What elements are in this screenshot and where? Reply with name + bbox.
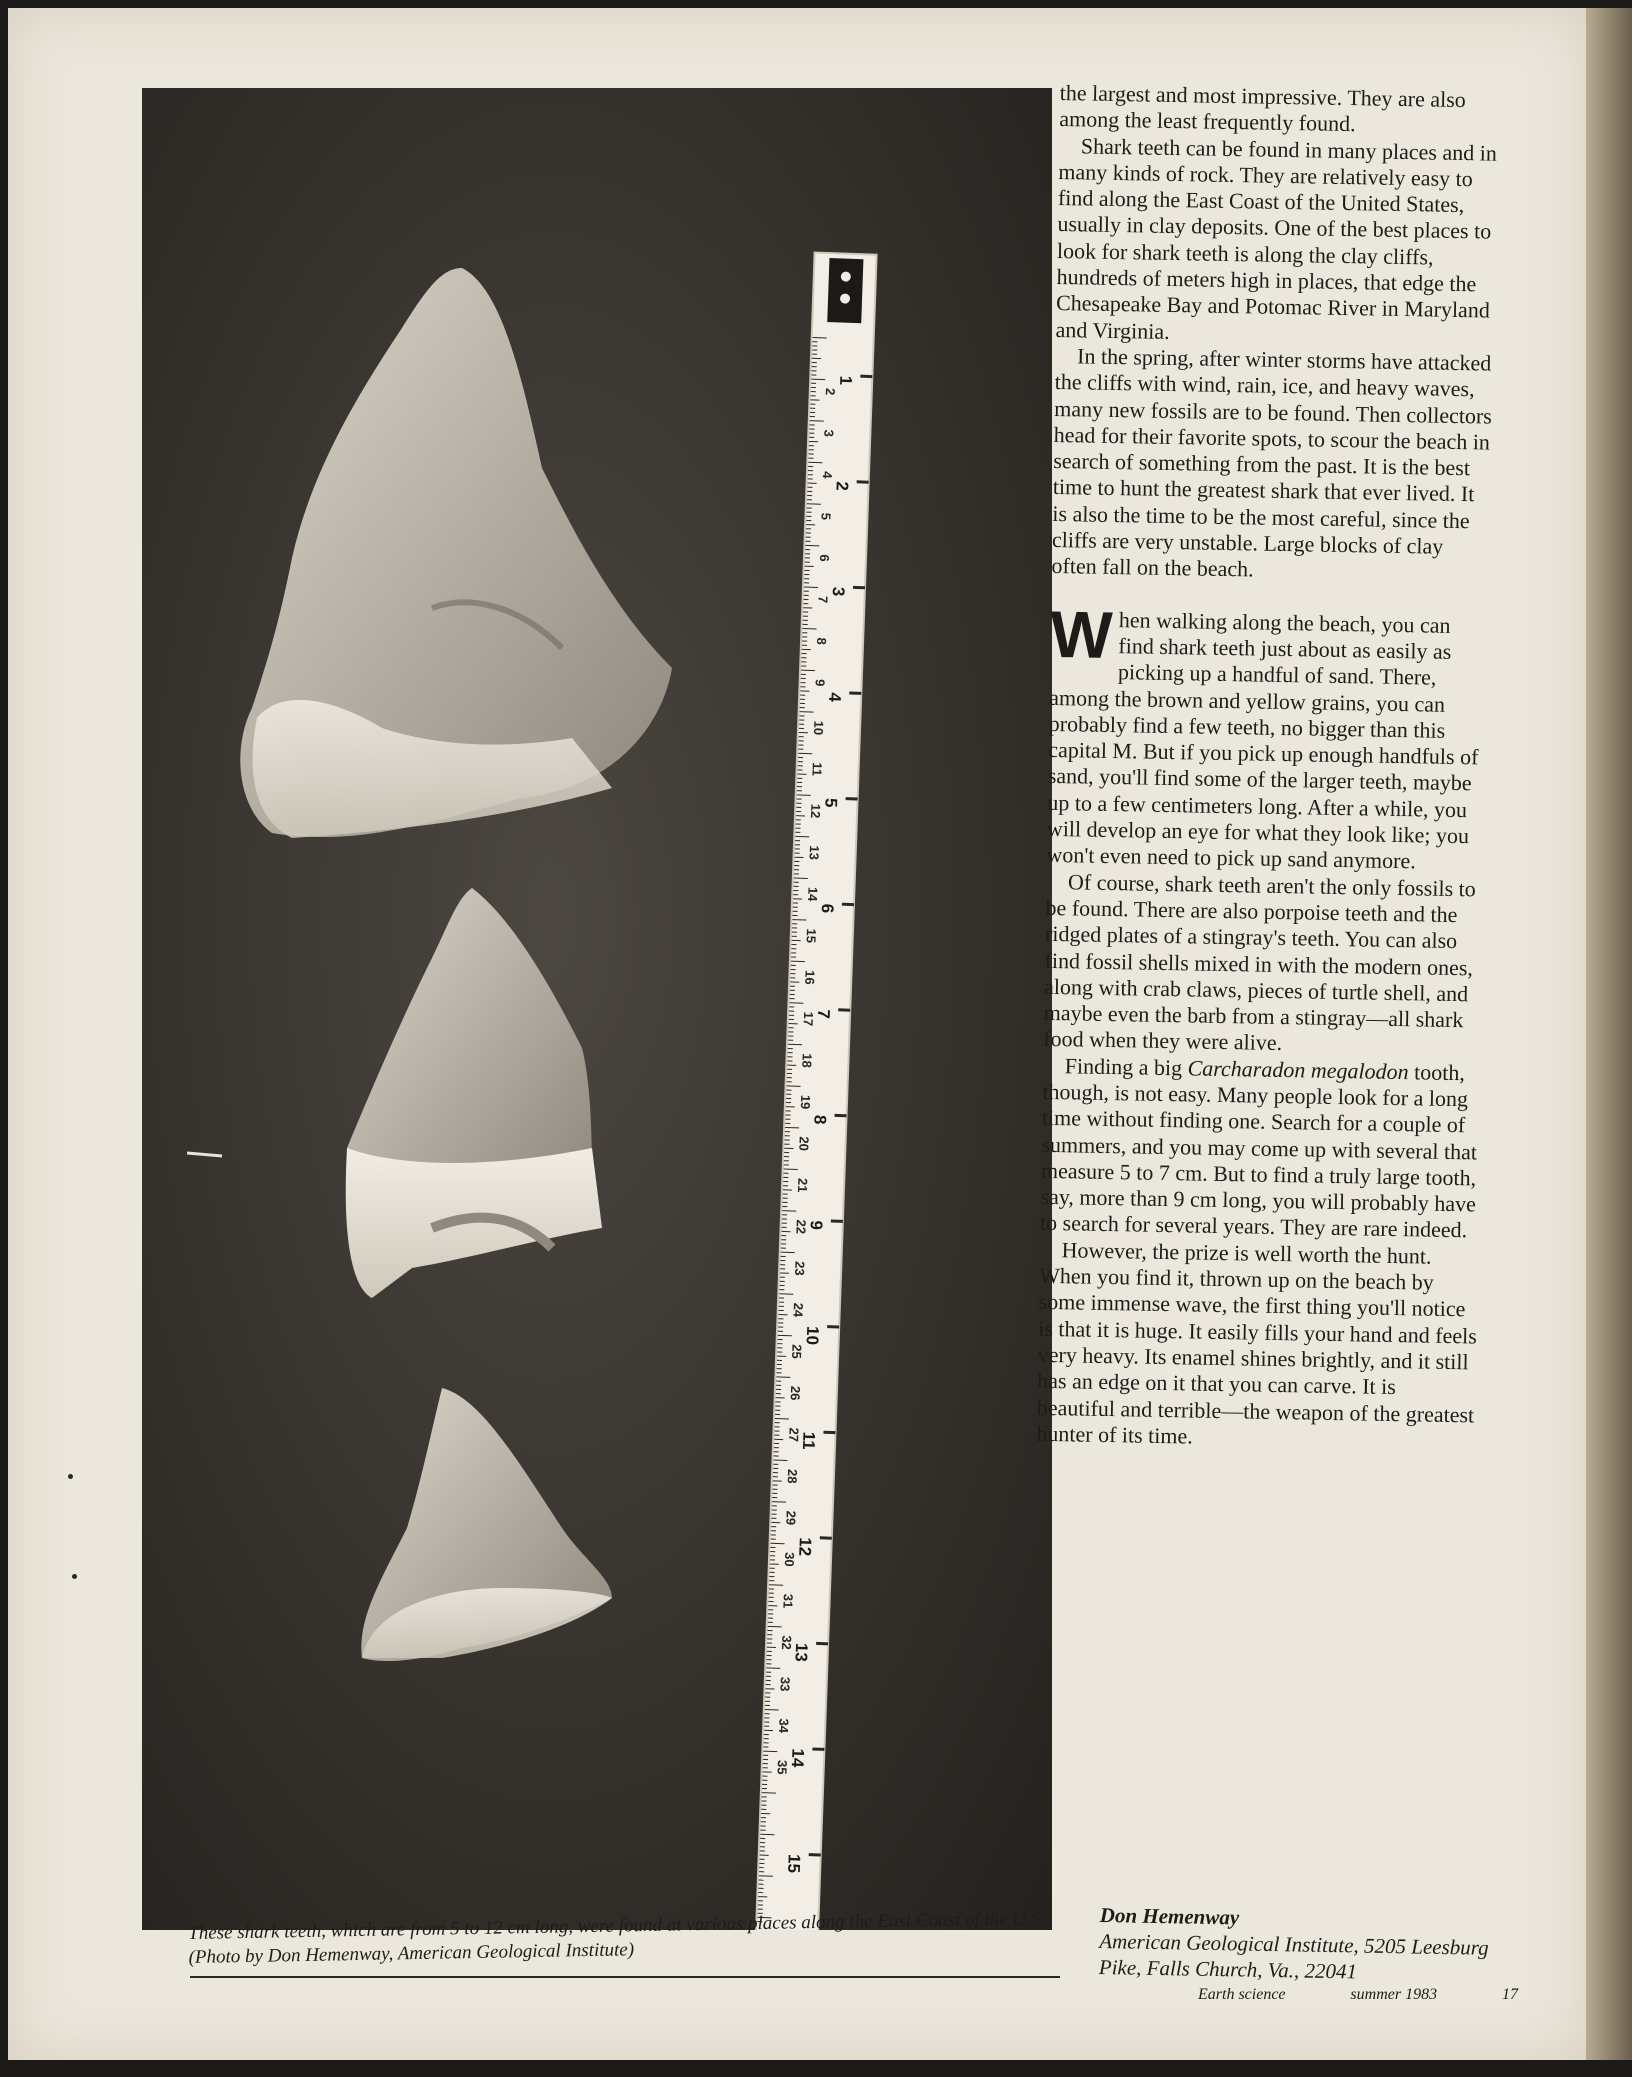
ruler-cm-label: 35	[774, 1759, 791, 1775]
ruler-cm-label: 3	[821, 429, 837, 438]
article-paragraph: Of course, shark teeth aren't the only fossils to be found. There are also porpoise teeth and the ridged plates of a stingray's teeth. You can also find fossil shells mixed in with the modern ones, along with crab claws, pieces of turtle shell, and maybe even the barb from a stingray—all shark food when they were alive.	[1043, 868, 1476, 1056]
scratch-mark	[187, 1153, 222, 1156]
ruler-cm-label: 13	[806, 845, 822, 861]
article-paragraph	[1046, 596, 1491, 877]
ruler-inch-label: 1	[836, 375, 856, 386]
ruler-inch-label: 15	[784, 1853, 804, 1874]
ruler-cm-label: 15	[803, 928, 820, 944]
ruler-cm-label: 18	[799, 1053, 815, 1069]
drop-cap-letter: W	[1049, 596, 1114, 672]
ruler-inch-label: 12	[795, 1536, 815, 1557]
author-affiliation: American Geological Institute, 5205 Leesburg Pike, Falls Church, Va., 22041	[1098, 1928, 1489, 1984]
ruler-cm-label: 7	[815, 595, 831, 604]
ruler-cm-label: 11	[809, 761, 825, 777]
ruler-cm-label: 5	[818, 512, 834, 521]
ruler-inch-label: 4	[824, 692, 845, 703]
ruler-cm-label: 12	[807, 803, 824, 819]
ruler-cm-label: 22	[793, 1219, 809, 1235]
ruler-cm-label: 26	[787, 1385, 804, 1401]
ruler-cm-label: 14	[805, 886, 821, 902]
article-text: Finding a big	[1064, 1052, 1188, 1081]
ruler-cm-label: 30	[781, 1551, 798, 1567]
shark-tooth-small	[361, 1388, 612, 1661]
page-binding-edge	[1586, 8, 1632, 2060]
article-text: hen walking along the beach, you can find shark teeth just about as easily as picking up a handful of sand. There, among the brown and yellow grains, you can probably find a few teeth, no bigger than this capital M. But if you pick up enough handfuls of sand, you'll find some of the larger teeth, maybe up to a few centimeters long. After a while, you will develop an eye for what they look like; you won't even need to pick up sand anymore.	[1046, 606, 1479, 874]
ruler-cm-label: 33	[777, 1676, 793, 1692]
article-paragraph	[1040, 1053, 1483, 1245]
issue-date: summer 1983	[1350, 1986, 1438, 2003]
ruler-cm-label: 31	[780, 1593, 796, 1609]
ruler-cm-label: 28	[784, 1468, 801, 1484]
ruler-inch-label: 11	[798, 1431, 819, 1450]
ruler-cm-label: 10	[810, 720, 827, 736]
ruler-cm-label: 29	[783, 1510, 799, 1526]
ruler-inch-label: 6	[817, 903, 837, 914]
ruler-cm-label: 4	[819, 470, 836, 479]
article-paragraph: the largest and most impressive. They are also among the least frequently found.	[1059, 80, 1467, 137]
ruler-cm-label: 6	[816, 554, 833, 562]
publication-name: Earth science	[1198, 1986, 1286, 2003]
ruler-cm-label: 16	[802, 969, 818, 985]
photo-illustration	[142, 88, 1052, 1930]
ruler-cm-label: 21	[794, 1177, 811, 1193]
ruler-cm-label: 24	[790, 1302, 806, 1318]
page-speck	[68, 1474, 73, 1479]
species-name: Carcharadon megalodon	[1187, 1055, 1409, 1084]
article-paragraph: In the spring, after winter storms have attacked the cliffs with wind, rain, ice, and heavy waves, many new fossils are to be found. Then collectors head for their favorite spots, to scour the beach in search of something from the past. It is the best time to hunt the greatest shark that ever lived. It is also the time to be the most careful, since the cliffs are very unstable. Large blocks of clay often fall on the beach.	[1051, 343, 1493, 582]
ruler-cm-label: 19	[797, 1094, 814, 1110]
ruler-inch-label: 2	[832, 480, 852, 492]
measuring-tape	[756, 253, 877, 1930]
shark-teeth-photo	[142, 88, 1052, 1930]
ruler-inch-label: 5	[821, 797, 841, 808]
shark-tooth-medium	[346, 888, 602, 1298]
photo-caption: These shark teeth, which are from 5 to 12 cm long, were found at various places along the East Coast of the U.S. (Photo by Don Hemenway, American Geological Institute)	[188, 1908, 1046, 1968]
caption-rule	[190, 1976, 1060, 1978]
article-text: tooth, though, is not easy. Many people look for a long time without finding one. Search for a couple of summers, and you may come up with several that measure 5 to 7 cm. But to find a truly large tooth, say, more than 9 cm long, you will probably have to search for several years. They are rare indeed.	[1039, 1058, 1478, 1243]
ruler-cm-label: 32	[778, 1635, 795, 1651]
ruler-inch-label: 10	[802, 1325, 823, 1346]
ruler-inch-label: 3	[828, 586, 848, 597]
ruler-cm-label: 9	[812, 678, 828, 687]
ruler-inch-label: 9	[806, 1220, 826, 1231]
ruler-cm-label: 20	[796, 1136, 812, 1152]
ruler-cm-label: 17	[800, 1011, 817, 1027]
page-footer	[1198, 1986, 1518, 2004]
ruler-cm-label: 34	[775, 1718, 792, 1734]
ruler-cm-label: 23	[791, 1260, 808, 1276]
ruler-inch-label: 13	[791, 1642, 812, 1663]
article-paragraph: Shark teeth can be found in many places and in many kinds of rock. They are relatively easy to find along the East Coast of the United States, usually in clay deposits. One of the best places to look for shark teeth is along the clay cliffs, hundreds of meters high in places, that edge the Chesapeake Bay and Potomac River in Maryland and Virginia.	[1055, 132, 1498, 344]
ruler-cm-label: 25	[789, 1344, 805, 1360]
author-name: Don Hemenway	[1099, 1902, 1240, 1930]
ruler-cm-label: 2	[822, 387, 838, 396]
author-byline	[1099, 1902, 1520, 1987]
ruler-inch-label: 14	[787, 1748, 808, 1768]
ruler-cm-label: 27	[786, 1427, 802, 1443]
article-column	[1036, 80, 1500, 1455]
shark-tooth-large	[240, 268, 672, 838]
article-paragraph: However, the prize is well worth the hunt. When you find it, thrown up on the beach by some immense wave, the first thing you'll notice is that it is huge. It easily fills your hand and feels very heavy. Its enamel shines brightly, and it still has an edge on it that you can carve. It is beautiful and terrible—the weapon of the greatest hunter of its time.	[1036, 1236, 1478, 1449]
ruler-inch-label: 7	[813, 1008, 834, 1020]
page-number: 17	[1501, 1986, 1518, 2003]
ruler-inch-label: 8	[810, 1114, 830, 1125]
ruler-cm-label: 8	[813, 637, 830, 646]
page-speck	[72, 1574, 77, 1579]
